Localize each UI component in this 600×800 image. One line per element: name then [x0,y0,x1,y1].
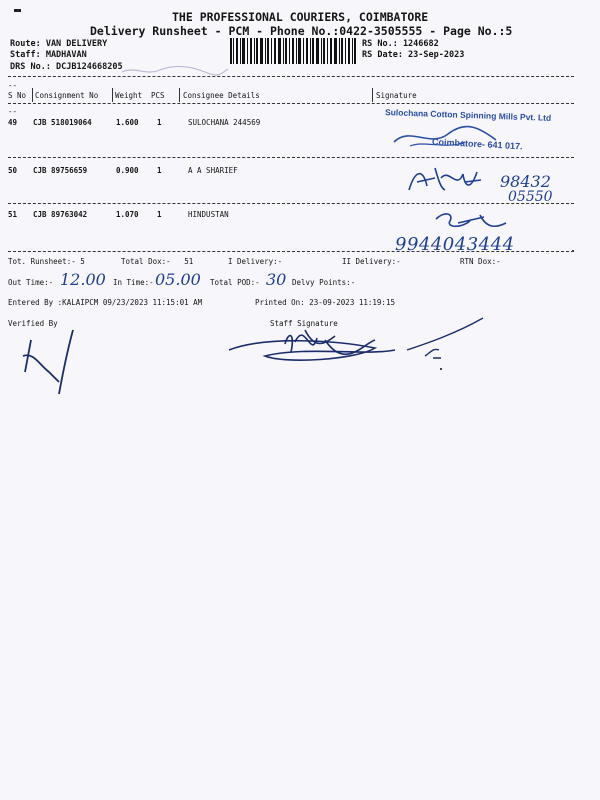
row-sno: 50 [8,166,18,175]
route-label: Route: VAN DELIVERY [10,39,108,49]
return-dox: RTN Dox:- [460,257,501,266]
col-divider-2 [112,88,113,102]
col-header-weight: Weight [115,91,143,100]
col-divider-3 [179,88,180,102]
row-sno: 51 [8,210,18,219]
row-divider [8,203,574,204]
in-time-value: 05.00 [155,270,201,289]
out-time-label: Out Time:- [8,278,54,287]
total-pod-label: Total POD:- [210,278,260,287]
corner-mark [14,9,21,12]
total-dox: Total Dox:- 51 [121,257,194,266]
signature-row51 [430,205,510,235]
row-consignee: SULOCHANA 244569 [188,118,261,127]
signature-phone-1: 98432 [500,172,551,191]
scan-dot [440,368,442,370]
entered-by: Entered By :KALAIPCM 09/23/2023 11:15:01 AM [8,298,203,307]
verified-signature [15,322,85,397]
col-header-sno: S No [8,91,27,100]
dash-marker: -- [8,107,18,116]
total-pod-value: 30 [266,270,287,289]
verified-by-label: Verified By [8,319,58,328]
first-delivery: I Delivery:- [228,257,283,266]
col-divider-1 [32,88,33,102]
row-weight: 1.600 [116,118,139,127]
row-pcs: 1 [157,210,162,219]
col-header-pcs: PCS [151,91,165,100]
total-runsheet: Tot. Runsheet:- 5 [8,257,85,266]
header-divider-top [8,76,574,77]
row-consignment: CJB 518019064 [33,118,92,127]
company-stamp-line2: Coimbatore- 641 017. [431,136,523,152]
second-delivery: II Delivery:- [342,257,401,266]
in-time-label: In Time:- [113,278,154,287]
signature-phone-2: 05550 [508,189,553,205]
scan-dot [572,250,574,252]
staff-label: Staff: MADHAVAN [10,50,87,60]
drs-number: DRS No.: DCJB124668205 [10,62,123,72]
col-header-signature: Signature [376,91,417,100]
header-divider-bottom [8,103,574,104]
signature-phone-3: 9944043444 [395,234,515,255]
staff-signature [225,300,525,380]
dash-marker: -- [8,81,18,90]
row-consignment: CJB 89763042 [33,210,88,219]
rs-number: RS No.: 1246682 [362,39,439,49]
runsheet-title: Delivery Runsheet - PCM - Phone No.:0422-3505555 - Page No.:5 [90,24,513,38]
row-pcs: 1 [157,118,162,127]
rs-date: RS Date: 23-Sep-2023 [362,50,465,60]
row-weight: 1.070 [116,210,139,219]
row-pcs: 1 [157,166,162,175]
col-header-consignment: Consignment No [35,91,99,100]
row-sno: 49 [8,118,18,127]
company-stamp-line1: Sulochana Cotton Spinning Mills Pvt. Ltd [384,107,552,123]
barcode-graphic [230,38,356,64]
row-consignee: A A SHARIEF [188,166,238,175]
delivery-points-label: Delvy Points:- [292,278,356,287]
out-time-value: 12.00 [60,270,106,289]
row-consignment: CJB 89756659 [33,166,88,175]
signature-row50 [405,160,485,200]
signature-row49 [390,122,500,152]
row-divider [8,157,574,158]
row-weight: 0.900 [116,166,139,175]
company-name: THE PROFESSIONAL COURIERS, COIMBATORE [172,10,429,24]
row-divider [8,251,574,252]
row-consignee: HINDUSTAN [188,210,229,219]
staff-signature-label: Staff Signature [270,319,338,328]
col-header-consignee: Consignee Details [183,91,260,100]
printed-on: Printed On: 23-09-2023 11:19:15 [255,298,395,307]
col-divider-4 [372,88,373,102]
